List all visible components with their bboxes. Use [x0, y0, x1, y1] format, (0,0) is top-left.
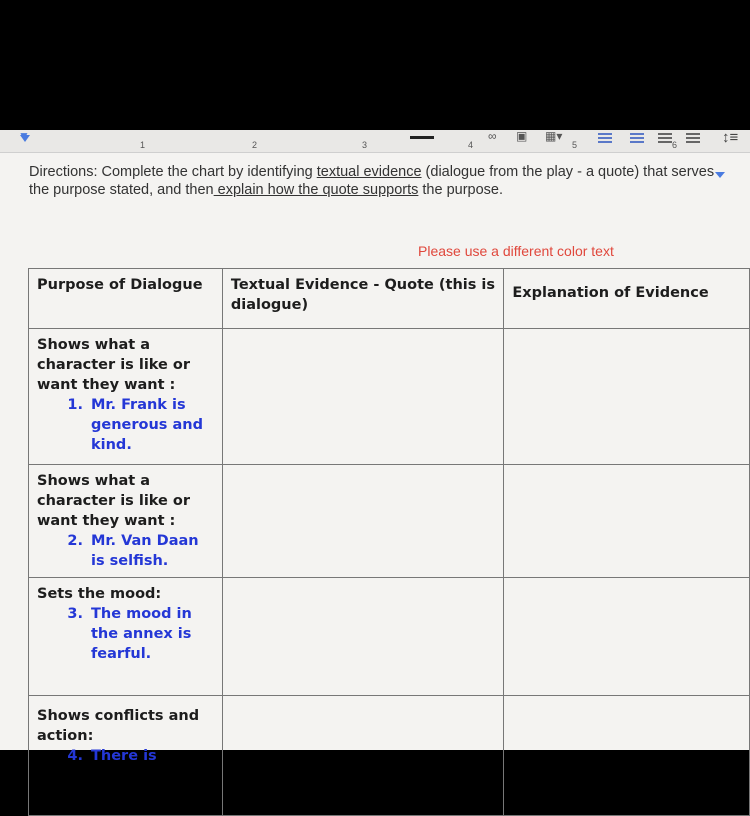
purpose-text: Shows conflicts and action:: [37, 708, 200, 744]
ruler-number: 5: [572, 140, 578, 150]
purpose-cell[interactable]: [29, 578, 223, 696]
explanation-cell[interactable]: [504, 329, 750, 465]
header-purpose: Purpose of Dialogue: [29, 269, 223, 329]
tab-stop-icon[interactable]: ▼: [18, 129, 30, 143]
link-icon[interactable]: ∞: [488, 129, 497, 143]
purpose-cell[interactable]: [29, 696, 223, 816]
purpose-cell[interactable]: [29, 329, 223, 465]
ruler-number: 3: [362, 140, 368, 150]
purpose-text: Sets the mood:: [37, 586, 162, 602]
item-text: The mood in the annex is fearful.: [91, 606, 192, 662]
ruler-number: 1: [140, 140, 146, 150]
purpose-cell[interactable]: [29, 465, 223, 578]
ruler[interactable]: [30, 138, 730, 150]
directions-paragraph: [29, 163, 734, 199]
explanation-cell[interactable]: [504, 465, 750, 578]
evidence-cell[interactable]: [222, 578, 503, 696]
evidence-cell[interactable]: [222, 465, 503, 578]
purpose-text: Shows what a character is like or want they want :: [37, 473, 191, 529]
color-note: Please use a different color text: [418, 243, 614, 259]
header-textual-evidence: Textual Evidence - Quote (this is dialogue): [222, 269, 503, 329]
comment-icon[interactable]: ▣: [516, 129, 528, 143]
table-row: [29, 465, 750, 578]
item-number: 4.: [67, 748, 83, 764]
evidence-cell[interactable]: [222, 696, 503, 816]
ruler-number: 6: [672, 140, 678, 150]
image-icon[interactable]: ▦▾: [545, 129, 563, 143]
ruler-number: 2: [252, 140, 258, 150]
item-number: 3.: [67, 606, 83, 622]
explain-quote-link[interactable]: explain how the quote supports: [213, 182, 419, 198]
toolbar: [0, 130, 750, 153]
directions-text: the purpose.: [418, 182, 504, 198]
item-number: 2.: [67, 533, 83, 549]
line-spacing-icon[interactable]: ↕≡: [722, 129, 739, 146]
textual-evidence-link[interactable]: textual evidence: [316, 164, 422, 180]
directions-text: (dialogue from the play - a quote) that serves the purpose stated, and then: [29, 164, 715, 198]
evidence-cell[interactable]: [222, 329, 503, 465]
item-text: Mr. Frank is generous and kind.: [91, 397, 203, 453]
item-text: Mr. Van Daan is selfish.: [91, 533, 199, 569]
explanation-cell[interactable]: [504, 578, 750, 696]
table-row: [29, 578, 750, 696]
item-text: There is: [91, 748, 157, 764]
table-row: [29, 329, 750, 465]
ruler-number: 4: [468, 140, 474, 150]
table-header-row: [29, 269, 750, 329]
tab-marker-icon[interactable]: [20, 135, 30, 142]
dialogue-chart: [28, 268, 750, 816]
header-explanation: Explanation of Evidence: [504, 269, 750, 329]
directions-text: Directions: Complete the chart by identifying: [29, 164, 317, 180]
document-screen: [0, 129, 750, 764]
explanation-cell[interactable]: [504, 696, 750, 816]
item-number: 1.: [67, 397, 83, 413]
table-row: [29, 696, 750, 816]
purpose-text: Shows what a character is like or want they want :: [37, 337, 191, 393]
